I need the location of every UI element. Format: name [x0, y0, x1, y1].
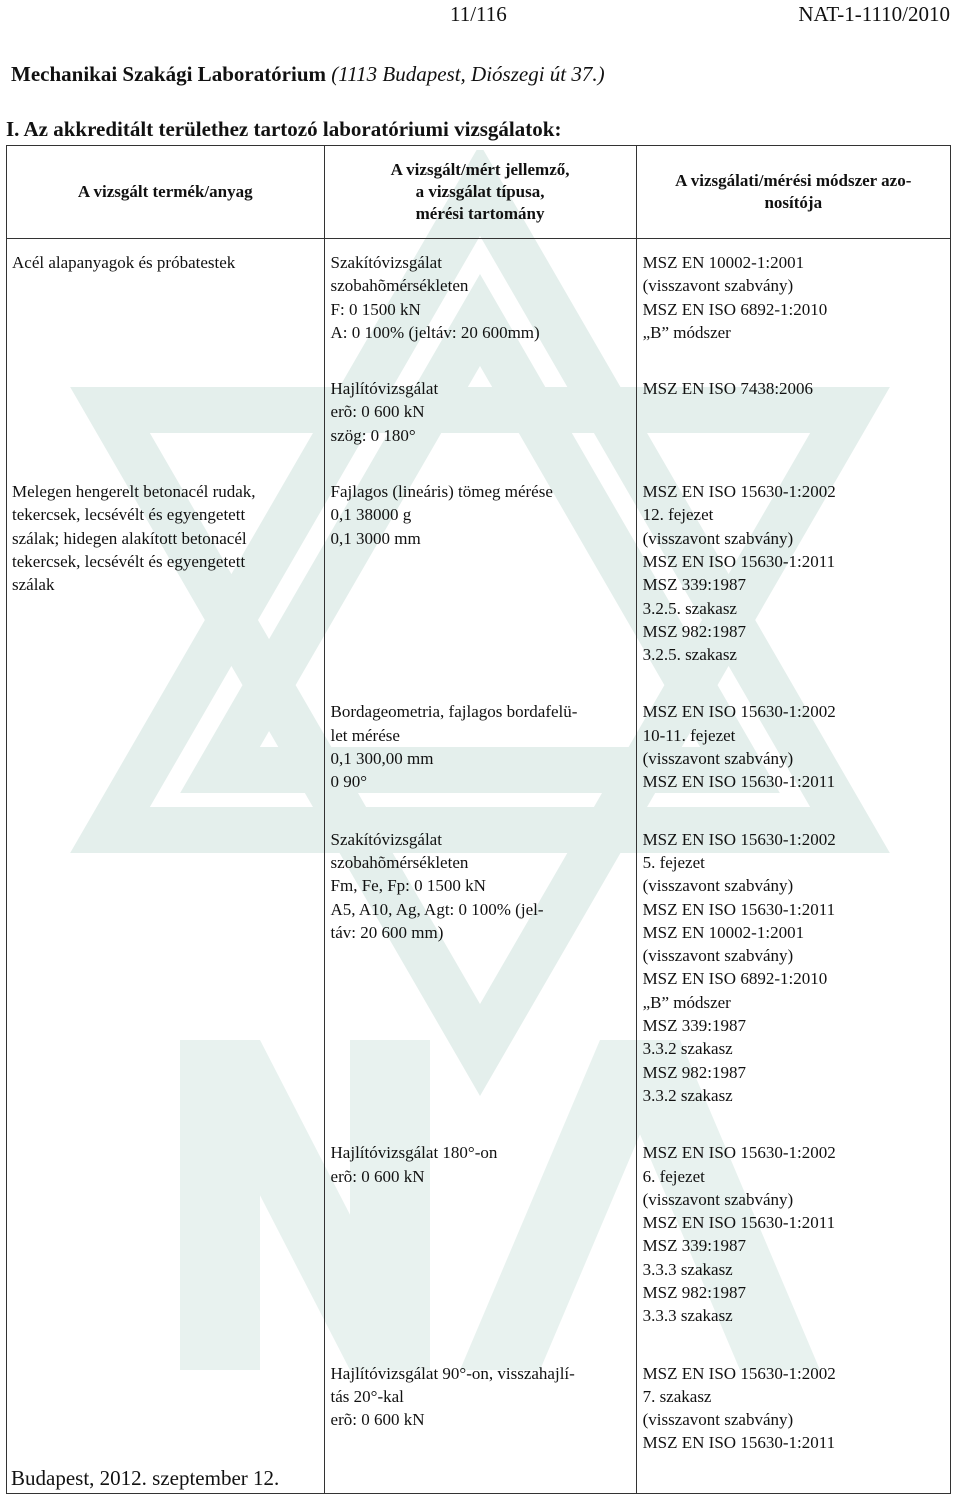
header-line: mérési tartomány [415, 204, 545, 223]
cell-line: szálak; hidegen alakított betonacél [12, 528, 247, 548]
document-id: NAT-1-1110/2010 [798, 2, 950, 26]
cell-line: (visszavont szabvány) [642, 1410, 794, 1430]
characteristic-cell [324, 1129, 636, 1349]
cell-line: 0 90° [330, 772, 368, 792]
product-cell [7, 366, 325, 469]
cell-line: MSZ EN ISO 15630-1:2002 [642, 482, 836, 502]
table-bottom-cell [636, 1477, 950, 1494]
method-cell [636, 239, 950, 367]
cell-line: tekercsek, lecsévélt és egyengetett [12, 551, 246, 571]
page-number: 11/116 [450, 2, 507, 26]
cell-line: 3.3.3 szakasz [642, 1306, 733, 1326]
cell-line: szobahõmérsékleten [330, 276, 469, 296]
cell-line: MSZ 339:1987 [642, 1016, 746, 1036]
product-cell [7, 239, 325, 367]
cell-line: 5. fejezet [642, 852, 705, 872]
product-cell [7, 1350, 325, 1477]
method-cell [636, 688, 950, 815]
cell-line: MSZ EN ISO 15630-1:2011 [642, 772, 836, 792]
cell-line: Melegen hengerelt betonacél rudak, [12, 482, 256, 502]
cell-line: MSZ EN ISO 6892-1:2010 [642, 969, 828, 989]
accreditation-table [6, 145, 951, 1494]
cell-line: MSZ EN ISO 6892-1:2010 [642, 299, 828, 319]
cell-line: MSZ EN ISO 7438:2006 [642, 379, 814, 399]
cell-line: tekercsek, lecsévélt és egyengetett [12, 505, 246, 525]
cell-line: MSZ EN ISO 15630-1:2011 [642, 551, 836, 571]
cell-line: MSZ EN ISO 15630-1:2011 [642, 1213, 836, 1233]
cell-line: Szakítóvizsgálat [330, 829, 442, 849]
cell-line: Acél alapanyagok és próbatestek [12, 253, 236, 272]
table-row [7, 1129, 951, 1349]
cell-line: „B” módszer [642, 322, 731, 342]
cell-line: 10-11. fejezet [642, 725, 736, 745]
table-body [7, 239, 951, 1494]
method-cell [636, 1350, 950, 1477]
cell-line: (visszavont szabvány) [642, 749, 794, 769]
cell-line: 3.2.5. szakasz [642, 598, 737, 618]
cell-line: MSZ 982:1987 [642, 1282, 746, 1302]
header-line: nosítója [764, 193, 823, 212]
cell-line: szálak [12, 575, 55, 595]
method-cell [636, 1129, 950, 1349]
col-header-method [636, 146, 950, 239]
cell-line: 0,1 3000 mm [330, 528, 421, 548]
cell-line: erõ: 0 600 kN [330, 1166, 425, 1186]
cell-line: „B” módszer [642, 992, 731, 1012]
cell-line: szobahõmérsékleten [330, 852, 469, 872]
table-row [7, 1350, 951, 1477]
cell-line: A: 0 100% (jeltáv: 20 600mm) [330, 322, 540, 342]
cell-line: tás 20°-kal [330, 1386, 404, 1406]
cell-line: MSZ EN ISO 15630-1:2002 [642, 829, 836, 849]
cell-line: Hajlítóvizsgálat [330, 379, 439, 399]
method-cell [636, 469, 950, 688]
cell-line: MSZ EN 10002-1:2001 [642, 922, 805, 942]
cell-line: Hajlítóvizsgálat 90°-on, visszahajlí- [330, 1363, 575, 1383]
cell-line: 3.3.3 szakasz [642, 1259, 733, 1279]
cell-line: MSZ 339:1987 [642, 1236, 746, 1256]
cell-line: MSZ 982:1987 [642, 621, 746, 641]
characteristic-cell [324, 1350, 636, 1477]
cell-line: szög: 0 180° [330, 425, 416, 445]
table-header-row [7, 146, 951, 239]
characteristic-cell [324, 239, 636, 367]
header-line: a vizsgálat típusa, [415, 182, 545, 201]
cell-line: MSZ 339:1987 [642, 575, 746, 595]
col-header-characteristic [324, 146, 636, 239]
product-cell [7, 816, 325, 1130]
section-title: I. Az akkreditált területhez tartozó laboratóriumi vizsgálatok: [6, 117, 562, 141]
characteristic-cell [324, 816, 636, 1130]
laboratory-address: (1113 Budapest, Diószegi út 37.) [331, 62, 605, 86]
cell-line: 3.2.5. szakasz [642, 645, 737, 665]
product-cell [7, 469, 325, 688]
cell-line: (visszavont szabvány) [642, 946, 794, 966]
characteristic-cell [324, 366, 636, 469]
cell-line: (visszavont szabvány) [642, 528, 794, 548]
table-row [7, 239, 951, 367]
table-row [7, 688, 951, 815]
cell-line: A5, A10, Ag, Agt: 0 100% (jel- [330, 899, 544, 919]
cell-line: F: 0 1500 kN [330, 299, 421, 319]
cell-line: MSZ 982:1987 [642, 1062, 746, 1082]
cell-line: Szakítóvizsgálat [330, 253, 442, 272]
table-bottom-cell [7, 1477, 325, 1494]
cell-line: (visszavont szabvány) [642, 276, 794, 296]
table-bottom-cell [324, 1477, 636, 1494]
cell-line: 12. fejezet [642, 505, 714, 525]
header-line: A vizsgálati/mérési módszer azo- [675, 171, 912, 190]
cell-line: MSZ EN ISO 15630-1:2002 [642, 702, 836, 722]
cell-line: MSZ EN ISO 15630-1:2002 [642, 1143, 836, 1163]
characteristic-cell [324, 688, 636, 815]
method-cell [636, 816, 950, 1130]
product-cell [7, 688, 325, 815]
cell-line: MSZ EN ISO 15630-1:2011 [642, 899, 836, 919]
table-row [7, 469, 951, 688]
cell-line: MSZ EN 10002-1:2001 [642, 253, 805, 272]
header-line: A vizsgált/mért jellemző, [390, 160, 570, 179]
cell-line: 3.3.2 szakasz [642, 1039, 733, 1059]
table-bottom-border [7, 1477, 951, 1494]
cell-line: 7. szakasz [642, 1386, 712, 1406]
cell-line: MSZ EN ISO 15630-1:2011 [642, 1433, 836, 1453]
cell-line: Bordageometria, fajlagos bordafelü- [330, 702, 578, 722]
table-row [7, 816, 951, 1130]
laboratory-title [11, 62, 605, 87]
cell-line: táv: 20 600 mm) [330, 922, 444, 942]
laboratory-name: Mechanikai Szakági Laboratórium [11, 62, 327, 86]
cell-line: erõ: 0 600 kN [330, 402, 425, 422]
cell-line: 6. fejezet [642, 1166, 705, 1186]
cell-line: Fajlagos (lineáris) tömeg mérése [330, 482, 553, 502]
footer-date: Budapest, 2012. szeptember 12. [11, 1466, 280, 1490]
cell-line: Fm, Fe, Fp: 0 1500 kN [330, 876, 486, 896]
cell-line: (visszavont szabvány) [642, 876, 794, 896]
cell-line: 0,1 38000 g [330, 505, 412, 525]
cell-line: Hajlítóvizsgálat 180°-on [330, 1143, 498, 1163]
cell-line: MSZ EN ISO 15630-1:2002 [642, 1363, 836, 1383]
cell-line: 0,1 300,00 mm [330, 749, 434, 769]
method-cell [636, 366, 950, 469]
table-row [7, 366, 951, 469]
col-header-product: A vizsgált termék/anyag [7, 146, 325, 239]
cell-line: let mérése [330, 725, 400, 745]
cell-line: erõ: 0 600 kN [330, 1410, 425, 1430]
characteristic-cell [324, 469, 636, 688]
product-cell [7, 1129, 325, 1349]
cell-line: 3.3.2 szakasz [642, 1085, 733, 1105]
cell-line: (visszavont szabvány) [642, 1189, 794, 1209]
